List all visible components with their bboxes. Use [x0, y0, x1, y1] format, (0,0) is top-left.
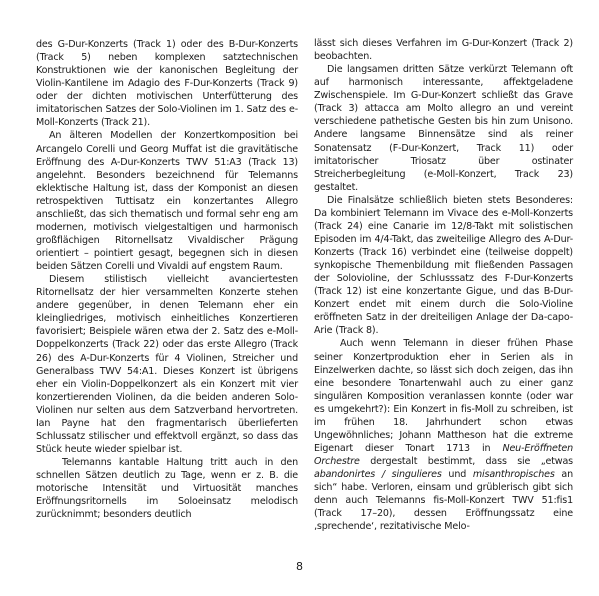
paragraph-text: an sich“ habe. Verloren, einsam und grüblerisch gibt sich denn auch Telemanns fis-Moll-Konzert TWV 51:fis1 (Track 17–20), dessen Eröffnungssatz eine ‚sprechende‘, rezitativische Melo- [314, 469, 573, 533]
work-title: Neu-Eröffneten Orchestre [314, 442, 573, 467]
paragraph: An älteren Modellen der Konzertkomposition bei Arcangelo Corelli und Georg Muffat ist die gravitätische Eröffnung des A-Dur-Konzerts TWV 51:A3 (Track 13) angelehnt. Besonders bezeichnend für Telemanns eklektische Haltung ist, dass der Komponist an diesen retrospektiven Tuttisatz ein konzertantes Allegro anschließt, das sich thematisch und formal sehr eng am modernen, motivisch vielgestaltigen und harmonisch großflächigen Ritornellsatz Vivaldischer Prägung orientiert – pointiert gesagt, begegnen sich in diesen beiden Sätzen Corelli und Vivaldi auf engstem Raum. [36, 130, 298, 273]
right-column [314, 37, 573, 533]
paragraph: Die langsamen dritten Sätze verkürzt Telemann oft auf harmonisch interessante, affektgeladene Zwischenspiele. Im G-Dur-Konzert schließt das Grave (Track 3) attacca am Molto allegro an und vereint verschiedene pathetische Gesten bis hin zum Unisono. Andere langsame Binnensätze sind als reiner Sonatensatz (F-Dur-Konzert, Track 11) oder imitatorischer Triosatz über ostinater Streicherbegleitung (e-Moll-Konzert, Track 23) gestaltet. [314, 64, 573, 193]
left-column [36, 38, 298, 521]
paragraph-text: dergestalt bestimmt, dass sie „etwas [359, 456, 573, 467]
quoted-term: abandonirtes / singulieres [314, 469, 442, 481]
page-number: 8 [296, 560, 303, 573]
quoted-term: misanthropisches [472, 469, 555, 481]
paragraph: des G-Dur-Konzerts (Track 1) oder des B-Dur-Konzerts (Track 5) neben komplexen satztechnischen Konstruktionen wie der kanonischen Begleitung der Violin-Kantilene im Adagio des F-Dur-Konzerts (Track 9) oder der dichten motivischen Unterfütterung des imitatorischen Satzes der Solo-Violinen im 1. Satz des e-Moll-Konzerts (Track 21). [36, 39, 298, 129]
paragraph-text: Auch wenn Telemann in dieser frühen Phase seiner Konzertproduktion eher in Serien als in Einzelwerken dachte, so lässt sich doch zeigen, das ihn eine besondere Tonartenwahl auch zu einer ganz singulären Komposition veranlassen konnte (oder war es umgekehrt?): Ein Konzert in fis-Moll zu schreiben, ist im frühen 18. Jahrhundert schon etwas Ungewöhnliches; Johann Mattheson hat die extreme Eigenart dieser Tonart 1713 in [314, 338, 573, 454]
paragraph: lässt sich dieses Verfahren im G-Dur-Konzert (Track 2) beobachten. [314, 38, 573, 63]
paragraph: Die Finalsätze schließlich bieten stets Besonderes: Da kombiniert Telemann im Vivace des e-Moll-Konzerts (Track 24) eine Canarie im 12/8-Takt mit solistischen Episoden im 4/4-Takt, das zweiteilige Allegro des A-Dur-Konzerts (Track 16) verbindet eine (teilweise doppelt) synkopische Themenbildung mit fließenden Passagen der Solovioline, der Schlusssatz des F-Dur-Konzerts (Track 12) ist eine konzertante Gigue, und das B-Dur-Konzert endet mit einem durch die Solo-Violine eröffneten Satz in der dreiteiligen Anlage der Da-capo-Arie (Track 8). [314, 194, 573, 337]
paragraph [314, 337, 573, 533]
paragraph-text: und [441, 469, 473, 481]
paragraph: Telemanns kantable Haltung tritt auch in den schnellen Sätzen deutlich zu Tage, wenn er z. B. die motorische Intensität und Virtuosität manches Eröffnungsritornells im Soloeinsatz melodisch zurücknimmt; besonders deutlich [36, 457, 298, 521]
paragraph: Diesem stilistisch vielleicht avanciertesten Ritornellsatz der hier versammelten Konzerte stehen andere gegenüber, in denen Telemann eher ein kleingliedriges, motivisch einheitliches Konzertieren favorisiert; Beispiele wären etwa der 2. Satz des e-Moll-Doppelkonzerts (Track 22) oder das erste Allegro (Track 26) des A-Dur-Konzerts für 4 Violinen, Streicher und Generalbass TWV 54:A1. Dieses Konzert ist übrigens eher ein Violin-Doppelkonzert als ein Konzert mit vier konzertierenden Violinen, da die beiden anderen Solo-Violinen nur selten aus dem Satzverband hervortreten. Ian Payne hat den fragmentarisch überlieferten Schlussatz stilischer und effektvoll ergänzt, so dass das Stück heute wieder spielbar ist. [36, 274, 298, 455]
